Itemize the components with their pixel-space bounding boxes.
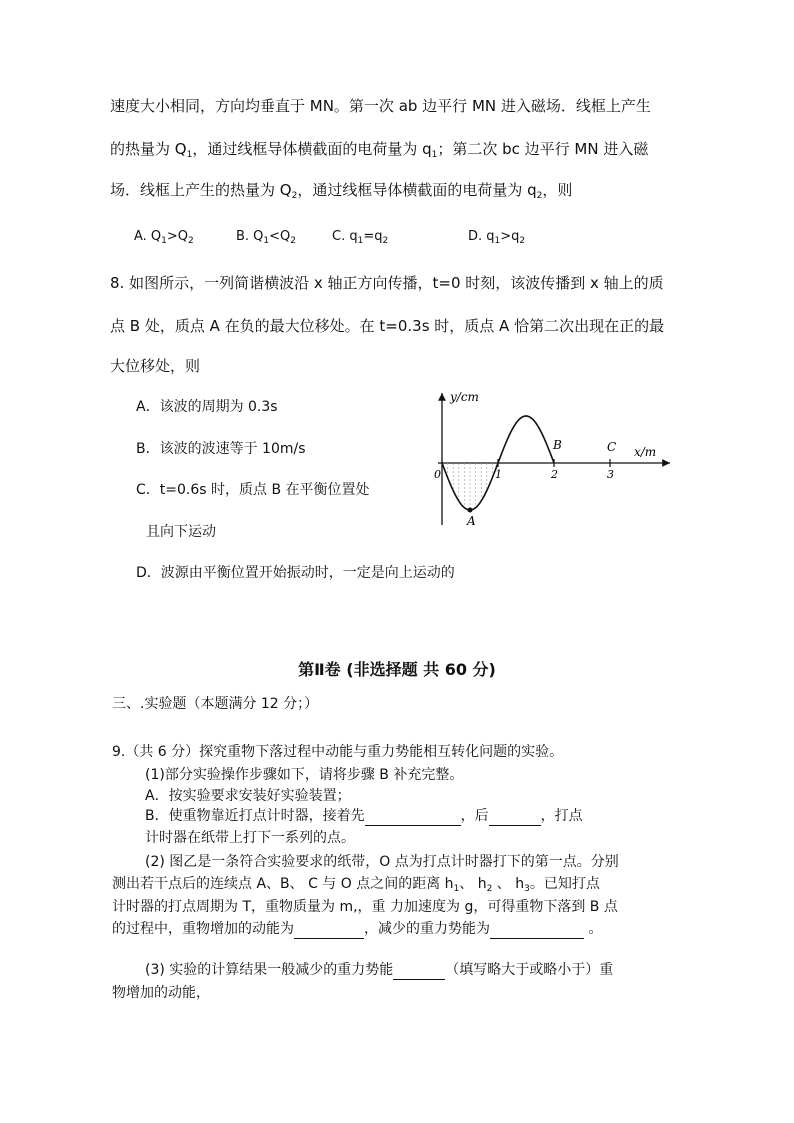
point-label-b: B [553,438,562,452]
y-axis-label: y/cm [450,390,479,404]
x-tick-label-0: 0 [434,468,441,481]
blank-potential-energy[interactable] [490,922,584,939]
q7-option-b: B. $Q_1<Q_2$ [236,229,297,246]
q7-line-3: 场．线框上产生的热量为 $Q_2$，通过线框导体横截面的电荷量为 $q_2$，则 [110,181,573,201]
q7-option-d: D. $q_1>q_2$ [468,229,526,246]
section-3-heading: 三、.实验题（本题满分 12 分；） [112,696,319,712]
q9-line-11: 物增加的动能， [112,985,210,1001]
q9-line-4: B．使重物靠近打点计时器，接着先 ，后 ，打点 [145,808,583,824]
blank-step-1[interactable] [365,809,461,826]
q8-option-a: A．该波的周期为 0.3s [136,399,278,415]
point-label-a: A [467,514,476,528]
q9-line-8: 计时器的打点周期为 T，重物质量为 m,，重 力加速度为 g，可得重物下落到 B 点 [112,899,618,915]
q9-line-10: (3) 实验的计算结果一般减少的重力势能 （填写略大于或略小于）重 [145,962,614,978]
q9-line-1: 9.（共 6 分）探究重物下落过程中动能与重力势能相互转化问题的实验。 [112,744,564,760]
x-tick-label-1: 1 [495,468,502,481]
x-tick-label-3: 3 [607,468,614,481]
q9-line-6: (2) 图乙是一条符合实验要求的纸带，O 点为打点计时器打下的第一点。分别 [145,854,619,870]
q9-line-2: (1)部分实验操作步骤如下，请将步骤 B 补充完整。 [145,767,464,783]
q9-line-5: 计时器在纸带上打下一系列的点。 [145,830,355,846]
blank-kinetic-energy[interactable] [294,922,364,939]
q8-option-c-continued: 且向下运动 [146,524,216,540]
q7-option-c: C. $q_1=q_2$ [332,229,389,246]
q9-line-3: A．按实验要求安装好实验装置； [145,788,351,804]
q8-line-3: 大位移处，则 [110,357,201,375]
q9-line-7: 测出若干点后的连续点 A、B、 C 与 O 点之间的距离 $h_1$、 $h_2$ 、 $h_3$。已知打点 [112,876,600,894]
q8-line-2: 点 B 处，质点 A 在负的最大位移处。在 t=0.3s 时，质点 A 恰第二次出现在正的最 [110,317,665,335]
point-a-marker [468,508,473,513]
q7-line-1: 速度大小相同，方向均垂直于 MN。第一次 ab 边平行 MN 进入磁场．线框上产生 [110,97,651,115]
q9-line-9: 的过程中，重物增加的动能为 ，减少的重力势能为 。 [112,921,603,937]
x-axis-label: x/m [634,445,657,459]
q8-line-1: 8. 如图所示，一列简谐横波沿 x 轴正方向传播，t=0 时刻，该波传播到 x 轴上的质 [110,274,664,292]
point-label-c: C [607,440,617,454]
part-2-title: 第Ⅱ卷 (非选择题 共 60 分) [298,660,496,679]
q7-option-a: A. $Q_1>Q_2$ [134,229,194,246]
q8-option-b: B．该波的波速等于 10m/s [136,441,306,457]
blank-comparison[interactable] [393,963,445,980]
q8-option-c: C．t=0.6s 时，质点 B 在平衡位置处 [136,482,370,498]
q8-option-d: D．波源由平衡位置开始振动时，一定是向上运动的 [136,565,455,581]
blank-step-2[interactable] [489,809,541,826]
wave-graph [420,385,680,530]
q7-line-2: 的热量为 $Q_1$，通过线框导体横截面的电荷量为 $q_1$；第二次 bc 边平行 MN 进入磁 [110,140,649,160]
x-tick-label-2: 2 [551,468,558,481]
